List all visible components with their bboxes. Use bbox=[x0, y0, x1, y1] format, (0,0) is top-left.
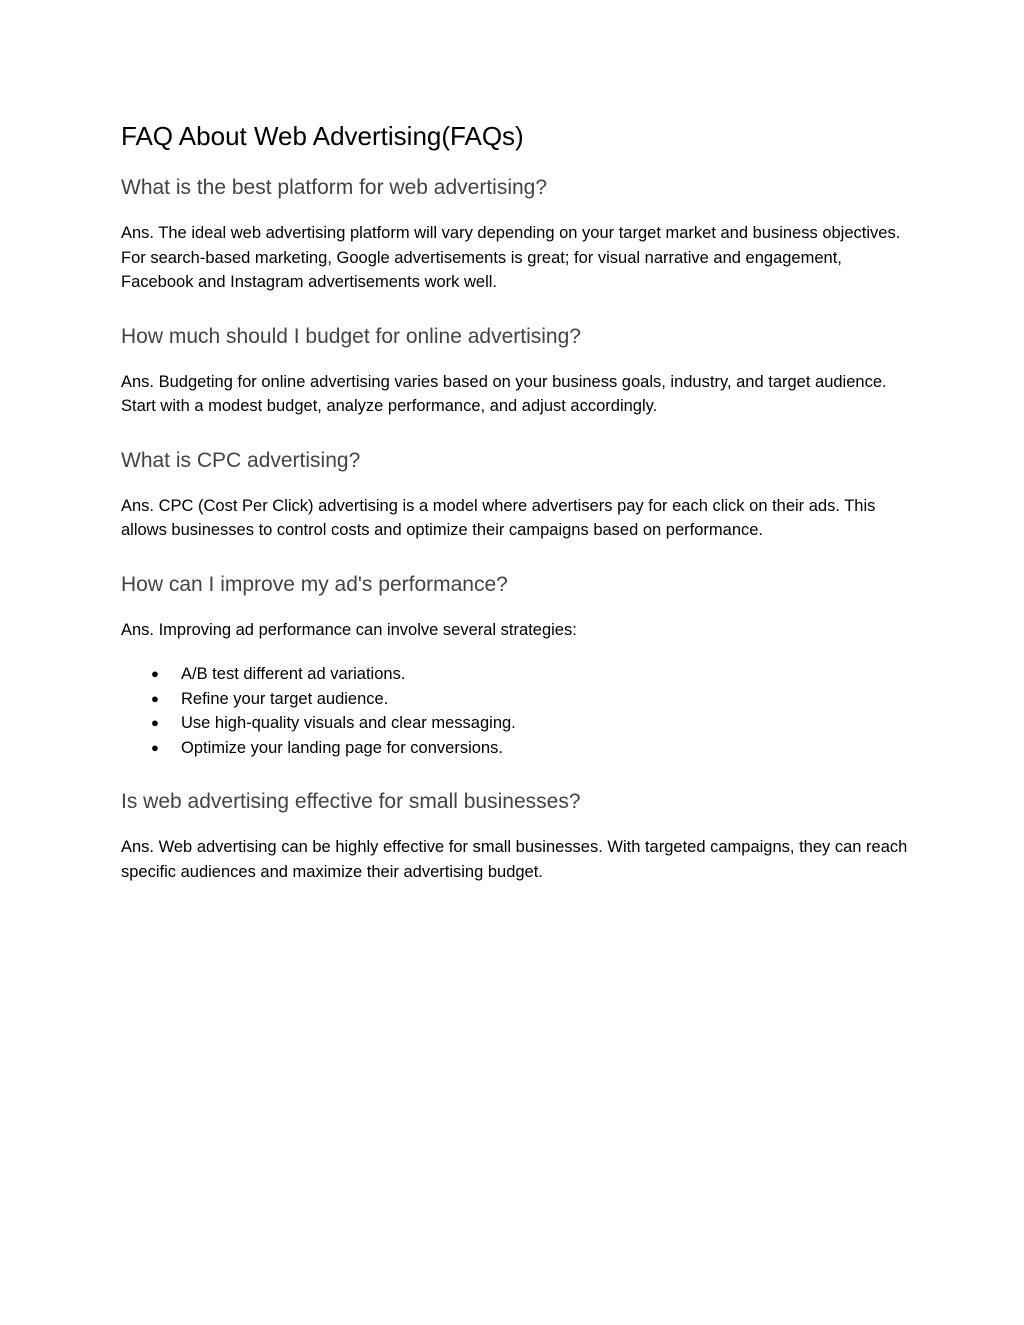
faq-question: How can I improve my ad's performance? bbox=[121, 572, 508, 596]
list-item-text: Refine your target audience. bbox=[181, 689, 389, 708]
list-item-text: Use high-quality visuals and clear messaging. bbox=[181, 714, 516, 732]
faq-answer: Ans. CPC (Cost Per Click) advertising is a model where advertisers pay for each click on their ads. This allows businesses to control costs and optimize their campaigns based on performance. bbox=[121, 496, 876, 539]
bullet-icon: ● bbox=[151, 690, 159, 706]
strategy-bullet-list bbox=[121, 662, 911, 760]
faq-question: What is CPC advertising? bbox=[121, 448, 361, 472]
faq-question: Is web advertising effective for small businesses? bbox=[121, 790, 581, 813]
list-item bbox=[121, 736, 911, 761]
faq-answer: Ans. Improving ad performance can involve several strategies: bbox=[121, 620, 577, 639]
faq-item-small-businesses bbox=[121, 788, 911, 884]
faq-item-budget bbox=[121, 323, 911, 419]
list-item bbox=[121, 711, 911, 736]
faq-question: What is the best platform for web advertising? bbox=[121, 176, 548, 199]
faq-answer: Ans. Web advertising can be highly effective for small businesses. With targeted campaigns, they can reach specific audiences and maximize their advertising budget. bbox=[121, 838, 908, 881]
faq-question: How much should I budget for online advertising? bbox=[121, 324, 581, 348]
list-item-text: Optimize your landing page for conversions. bbox=[181, 738, 503, 757]
list-item-text: A/B test different ad variations. bbox=[181, 665, 406, 683]
bullet-icon: ● bbox=[151, 739, 159, 755]
list-item bbox=[121, 662, 911, 687]
faq-item-improve-performance bbox=[121, 571, 911, 761]
faq-answer: Ans. The ideal web advertising platform will vary depending on your target market and business objectives. For search-based marketing, Google advertisements is great; for visual narrative and engagement, Facebook and Instagram advertisements work well. bbox=[121, 224, 901, 291]
faq-item-best-platform bbox=[121, 174, 911, 295]
faq-item-cpc bbox=[121, 447, 911, 543]
bullet-icon: ● bbox=[151, 666, 159, 681]
page-title: FAQ About Web Advertising(FAQs) bbox=[121, 121, 524, 151]
document-page bbox=[121, 118, 911, 912]
list-item bbox=[121, 687, 911, 712]
bullet-icon: ● bbox=[151, 715, 159, 730]
faq-answer: Ans. Budgeting for online advertising varies based on your business goals, industry, and target audience. Start with a modest budget, analyze performance, and adjust accordingly. bbox=[121, 372, 887, 415]
